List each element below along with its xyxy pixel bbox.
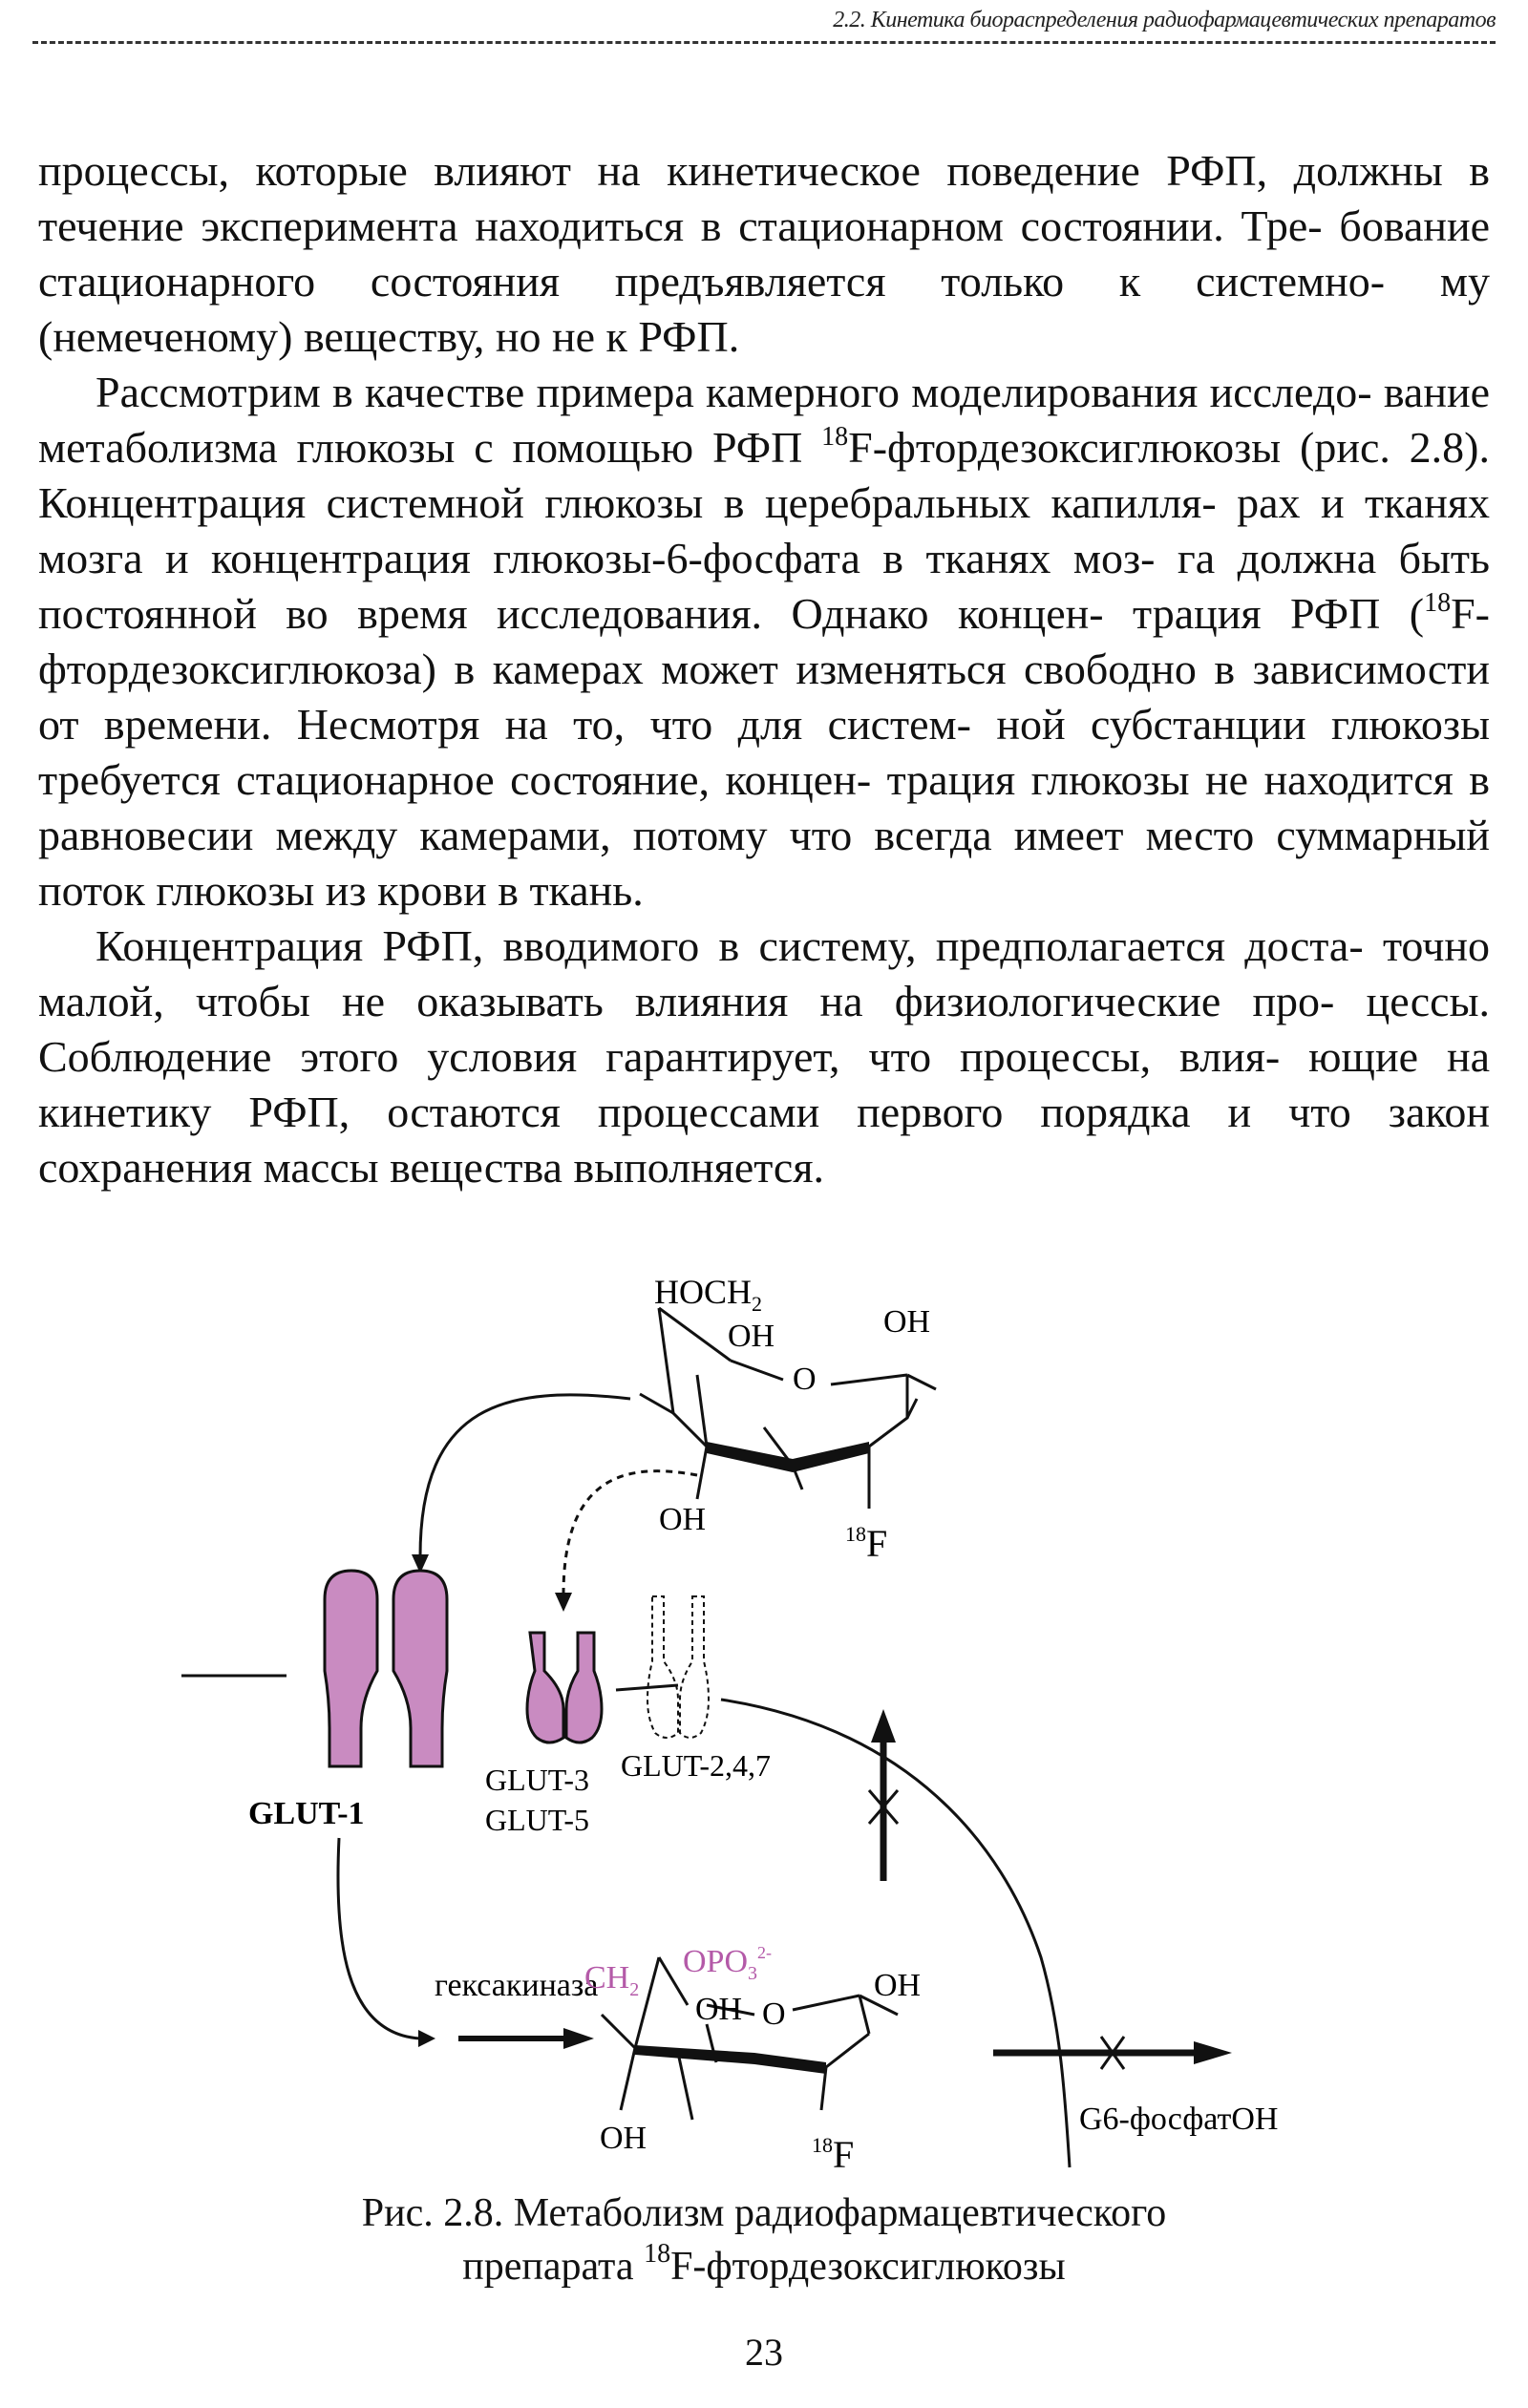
running-title: 2.2. Кинетика биораспределения радиофармацевтических препаратов — [833, 8, 1496, 32]
paragraph-2-part-c: F-фтордезоксиглюкоза) в камерах может изменяться свободно в зависимости от времени. Несмотря на то, что для систем- ной субстанции глюкозы требуется стационарное состояние, концен- трация глюкозы не находится в равновесии между камерами, потому что всегда имеет место суммарный поток глюкозы из крови в ткань. — [38, 589, 1490, 915]
metabolism-diagram — [143, 1270, 1385, 2177]
fdg-bond — [697, 1447, 707, 1499]
fdg6p-bond — [826, 2034, 869, 2067]
fdg-to-glut1-arrow — [420, 1395, 630, 1556]
fdg-bond — [659, 1308, 731, 1361]
fdg-oh-right-label: OH — [883, 1304, 931, 1340]
glut1-right-half — [393, 1571, 447, 1766]
glut1-transporter — [325, 1571, 447, 1766]
fdg-bond — [831, 1375, 907, 1384]
caption-line-2-after: F-фтордезоксиглюкозы — [670, 2245, 1066, 2289]
glut3-transporter — [527, 1633, 602, 1743]
paragraph-1 — [38, 143, 1490, 365]
fdg-bond — [907, 1375, 936, 1389]
glut3-label: GLUT-3 — [485, 1763, 590, 1797]
hexokinase-label: гексакиназа — [435, 1968, 599, 2003]
paragraph-3: Концентрация РФП, вводимого в систему, предполагается доста- точно малой, чтобы не оказывать влияния на физиологические про- цессы. Соблюдение этого условия гарантирует, что процессы, влия- ющие на кинетику РФП, остаются процессами первого порядка и что закон сохранения массы вещества выполняется. — [38, 921, 1490, 1192]
caption-line-2 — [191, 2240, 1337, 2293]
arrowhead — [1194, 2041, 1232, 2064]
fdg6p-oh-right-label: OH — [874, 1968, 922, 2003]
paragraph-2-part-a: Рассмотрим в качестве примера камерного моделирования исследо- вание метаболизма глюкозы с помощью РФП — [38, 368, 1490, 472]
fdg-bond — [697, 1375, 707, 1447]
fdg6p-bond — [635, 1957, 659, 2048]
glut247-transporter — [647, 1596, 709, 1738]
fdg6p-bond — [602, 2015, 635, 2048]
paragraph-2 — [38, 365, 1490, 919]
glut247-left-half — [647, 1596, 678, 1738]
fdg6p-f18-label: $^{18}$F — [812, 2133, 855, 2176]
running-header — [32, 8, 1496, 44]
glut5-label: GLUT-5 — [485, 1803, 590, 1837]
fdg-oh-inner-label: OH — [728, 1319, 775, 1354]
caption-sup: 18 — [644, 2239, 671, 2269]
arrowhead — [563, 2028, 594, 2049]
cell-membrane-curve — [721, 1700, 1070, 2167]
membrane-line-mid — [616, 1685, 678, 1690]
glut247-right-half — [680, 1596, 709, 1738]
figure-2-8 — [143, 1270, 1385, 2177]
fdg-ring-o-label: O — [793, 1362, 817, 1397]
fdg6p-bond — [793, 1996, 860, 2010]
fdg6p-ring-o-label: O — [762, 1996, 786, 2032]
arrowhead — [871, 1709, 896, 1743]
fdg6p-bond — [621, 2048, 635, 2110]
paragraph-1-line: процессы, которые влияют на кинетическое поведение РФП, должны — [38, 146, 1443, 195]
product-label: G6-фосфатOH — [1079, 2102, 1279, 2137]
paragraph-2-sup-b: 18 — [1424, 588, 1452, 618]
fdg6p-bold-edge — [635, 2045, 826, 2074]
arrowhead — [418, 2030, 435, 2047]
fdg6p-bond — [860, 1996, 869, 2034]
glut247-label: GLUT-2,4,7 — [621, 1748, 772, 1783]
arrowhead — [555, 1593, 572, 1612]
paragraph-2-sup-a: 18 — [821, 422, 849, 452]
fdg6p-ch2-label: $CH_2$ — [584, 1960, 640, 2000]
body-text — [38, 143, 1490, 1195]
fdg-bond — [731, 1361, 783, 1380]
glut3-right-half — [566, 1633, 602, 1743]
fdg-ring-edge — [659, 1308, 907, 1466]
fdg6p-oh-bottom-label: OH — [600, 2121, 647, 2156]
glut3-left-half — [527, 1633, 563, 1743]
fdg-hoch2-label: $HOCH_2$ — [654, 1273, 763, 1316]
fdg-bond — [640, 1394, 673, 1413]
glut1-left-half — [325, 1571, 377, 1766]
caption-line-2-before: препарата — [462, 2245, 645, 2289]
fdg-f18-label: $^{18}$F — [845, 1522, 888, 1565]
paragraph-2-part-b: F-фтордезоксиглюкозы (рис. 2.8). Концентрация системной глюкозы в церебральных капилля- рах и тканях мозга и концентрация глюкозы-6-фосфата в тканях моз- га должна быть постоянной во время исследования. Однако концен- трация РФП ( — [38, 423, 1491, 638]
header-rule — [32, 41, 1496, 44]
caption-line-1: Рис. 2.8. Метаболизм радиофармацевтического — [361, 2191, 1167, 2235]
page-number: 23 — [745, 2331, 783, 2374]
figure-caption — [191, 2186, 1337, 2293]
fdg6p-bond — [678, 2053, 692, 2120]
paragraph-1-line: в течение эксперимента находиться в стационарном состоянии. Тре- — [38, 146, 1490, 250]
paragraph-1-line: бование стационарного состояния предъявляется только к системно- — [38, 201, 1491, 306]
fdg6p-opo3-label: $OPO_3^{2-}$ — [683, 1943, 773, 1984]
fdg-oh-bottom-label: OH — [659, 1502, 707, 1537]
paragraph-1-line: му (немеченому) веществу, но не к РФП. — [38, 257, 1490, 361]
glut1-label: GLUT-1 — [248, 1796, 365, 1831]
glut1-to-hexokinase-arrow — [338, 1838, 420, 2038]
fdg6p-oh-inner-label: OH — [695, 1992, 743, 2027]
